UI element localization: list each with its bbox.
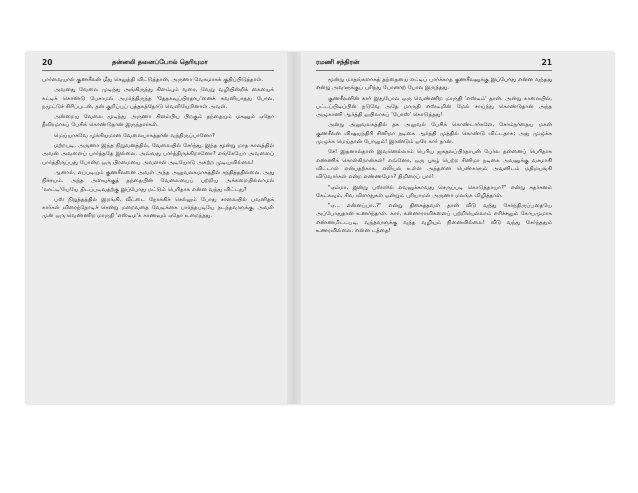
left-page xyxy=(42,58,274,223)
left-running-title: தன்னலி தனைப்போல் தெரியுமா xyxy=(112,58,208,66)
right-running-head xyxy=(316,58,552,71)
book-gutter xyxy=(287,52,301,404)
right-page-number: 21 xyxy=(541,58,552,67)
right-paragraph: அன்று அலுவலகத்தில் தக அலுவல் பேசிக் கொண்டார்களே, சோம்நாதைய மகன் குணசீலன் விஷயந்திரி சினிமா நடிகை ஆர்த்தி முத்தில் கொண்டு விட்டதாக; அது முழுக்க முழுக்க மெய்தான் போலும்! இரண்டும் ஒரே கார் தான். xyxy=(316,122,552,146)
left-paragraph: மெய்யாகவே முக்கியமான வேலையாகத்தான் வந்திருப்பானோ? xyxy=(54,132,215,139)
left-paragraph: பஸ் நிறுத்தத்தில் இறங்கி, வீட்டை நோக்கிச் செல்லும் போது சாலையில் பவனிதக் கார்கள் விரைந்தோடிச் சென்று மறைவதை வேடிக்கை பார்த்தபடியே நடந்தவளுக்கு, அவள் முன் ஒரு வெண்ணிற மாருதி 'எஸ்டீம'க் காணவும் ஏதோ உறைந்தது. xyxy=(42,196,274,220)
left-paragraph: பார்வையால் குணசீலன் மீது செலுத்தி விட்டுத்தான், அருணா வேகமாகக் குதிப்பிடுத்தாள். xyxy=(42,77,264,83)
left-running-head xyxy=(42,58,274,71)
right-paragraph: சே! இதனால்தான் இவனெல்லாம் பெரிய ஜகதலப்பிரதாபன் போல தன்னைப் பெரிதாக எண்ணிக் கொள்கிறான்கள்! எவ்னோ, ஒரு புகழ் பெற்ற சினிமா நடிகை அவனுக்கு வசமாகி விட்டாள் என்பதற்காக, எலியல் உள்ள அத்தனை பெண்களும் அவனிடம் மதிமயங்கி விடுவார்கள் என்ற எண்ணமோ? திமிரைப் பார்! xyxy=(316,149,552,181)
left-page-number: 20 xyxy=(42,58,53,67)
right-paragraph: "ஏ... என்னப்பா..?" என்று திகைத்தவள் தான் வீடு வந்து சேர்ந்திருப்பதையே அப்போதுதான் உணர்ந்தாள். கார், கன்னாராவிகளைப் பற்றியெல்லாம் எரிச்சலும் கோபமுமாக எண்ணமிட்டபடி, வந்தவளுக்கு வந்த வழியும் நினைவில்லை! வீடு வந்து சேர்ந்ததும் உணரவில்லை. என்ன டத்தை! xyxy=(316,203,552,235)
right-paragraph: "ஏம்மா, இன்று பஸ்ஸில் எவனுக்காவது செருப்படி கொடுத்தாயா?" என்று சுதர்சனம் கேட்கவும், சிவ விளாதுகள் ஒன்றும் புரியாமல் அருணா மலங்க விழித்தாள். xyxy=(316,184,552,199)
right-paragraph: மூன்று மாதங்களாகத் தந்தையை எட்டிப் பார்க்காத குணசீலனுக்கு இப்போது என்ன வந்தது என்று அவளுக்குப் புரிந்து போனாற் போல இருந்தது. xyxy=(316,77,552,92)
left-paragraph: ஆனால், எப்படியும் குணசீலனை அவள் அந்த அலுவலகமாகத்தில் சந்தித்ததில்லை. அது நிச்சயம். அந்த அளவுக்குத் தந்தையின் வேலையைப் பற்றிய அக்கறையில்லாமல் 'லாட்டி'யேயே திடப்படிவதற்கு இப்போது மட்டும் பெரிதாக என்ன வந்து விட்டது? xyxy=(42,169,274,193)
right-paragraph: குணசீலனின் கார் இதுபோல ஒரு வெண்ணிற மாருதி 'எஸ்டீம்' தான். அன்று காலையில், பட்டப்பிடிப்பின் நடுவே அதே மாருதி எஸ்டீமின் மேல் சாய்ந்து கொண்டுதான் அந்த அழுகாணி ஆர்த்தி ஒயிலாகப் 'போஸ்' கொடுத்தது! xyxy=(316,95,552,119)
left-paragraph: மற்றபடி, அருணா இந்த நிறுவனத்தில், வேலையில் சேர்ந்து, இந்த மூன்று மாத காலத்தில் அவன் அவளைப் பார்த்ததே இல்லை. அவ்வது பார்த்திருக்கிறானோ? எங்கேயோ அவளைப் பார்த்திருப்பது போன்ற ஒரு பிரமையை அவளால் அடியோடு அகற்ற முடியவில்லை! xyxy=(42,143,274,166)
left-paragraph: அவனது வேலை முடிந்து அங்கிருந்து கிளம்பும் வரை, வேறு வழியின்றிக் கையைக் கட்டிக் கொண்டு பேசாமல் அமர்ந்திருந்த 'தேதகவுப்பிரதாப'னைக் கவனியாதது போல, நமுட்டுச் சிரிப்புடன், தன் குறிப்புப் புத்தகத்தோடு வெளியேறினாள் அவள். xyxy=(42,87,274,110)
right-page xyxy=(316,58,552,237)
right-running-title: ரமணி சந்திரன் xyxy=(316,58,360,66)
left-paragraph: அன்றைய வேலை முடிந்து அருணா கிளம்பிய பிறகும் தந்தையும் மகனும் ஏதோ தீவிரமாகப் பேசிக் கொண்டுதான் இருந்தார்கள். xyxy=(42,114,274,129)
